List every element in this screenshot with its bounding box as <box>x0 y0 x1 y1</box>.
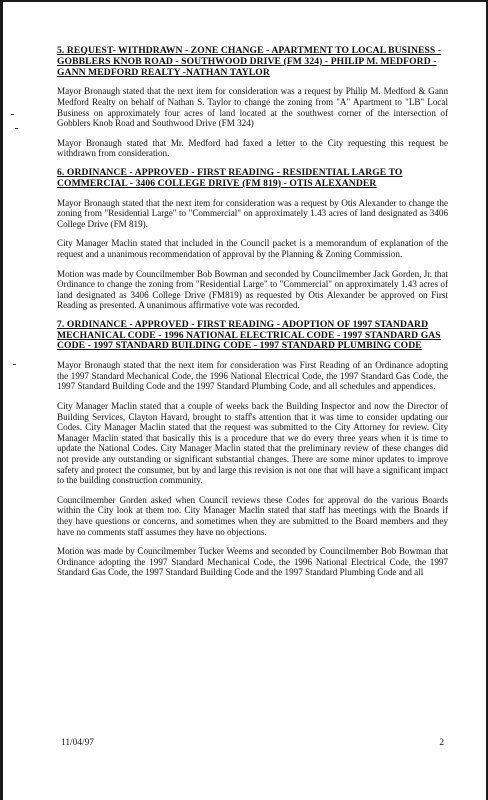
paragraph: Mayor Bronaugh stated that the next item for consideration was First Reading of an Ordinance adopting the 1997 Standard Mechanical Code, the 1996 National Electrical Code, the 1997 Standard Gas Code, the 1997 Standard Building Code and the 1997 Standard Plumbing Code, and all schedules and appendices. <box>57 360 448 392</box>
paragraph: Mayor Bronaugh stated that Mr. Medford had faxed a letter to the City requesting this request be withdrawn from consideration. <box>57 137 448 159</box>
page-footer <box>61 738 444 748</box>
footer-date: 11/04/97 <box>61 738 94 748</box>
paragraph: Mayor Bronaugh stated that the next item for consideration was a request by Philip M. Medford & Gann Medford Realty on behalf of Nathan S. Taylor to change the zoning from "A" Apartment to "LB" Local Business on approximately four acres of land located at the southwest corner of the intersection of Gobblers Knob Road and Southwood Drive (FM 324) <box>57 86 448 129</box>
scan-speck <box>15 128 18 129</box>
paragraph: City Manager Maclin stated that a couple of weeks back the Building Inspector and now the Director of Building Services, Clayton Havard, brought to staff's attention that it was time to consider updating our Codes. City Manager Maclin stated that the request was submitted to the City Attorney for review. City Manager Maclin stated that basically this is a procedure that we do every three years when it is time to update the National Codes. City Manager Maclin stated that the preliminary review of these changes did not provide any outstanding or significant substantial changes. There are some minor updates to improve safety and protect the consumer, but by and large this revision is not one that will have a significant impact to the building construction community. <box>57 401 448 486</box>
paragraph: Motion was made by Councilmember Tucker Weems and seconded by Councilmember Bob Bowman that Ordinance adopting the 1997 Standard Mechanical Code, the 1996 National Electrical Code, the 1997 Standard Gas Code, the 1997 Standard Building Code and the 1997 Standard Plumbing Code and all <box>57 546 448 578</box>
paragraph: Councilmember Gorden asked when Council reviews these Codes for approval do the various Boards within the City look at them too. City Manager Maclin stated that staff has meetings with the Boards if they have questions or concerns, and sometimes when they are submitted to the Board members and they have no comments staff assumes they have no objections. <box>57 494 448 537</box>
agenda-item-6 <box>57 168 448 311</box>
item-heading: 5. REQUEST- WITHDRAWN - ZONE CHANGE - APARTMENT TO LOCAL BUSINESS - GOBBLERS KNOB ROAD - SOUTHWOOD DRIVE (FM 324) - PHILIP M. MEDFORD - GANN MEDFORD REALTY -NATHAN TAYLOR <box>57 45 442 78</box>
paragraph: Mayor Bronaugh stated that the next item for consideration was a request by Otis Alexander to change the zoning from "Residential Large" to "Commercial" on approximately 1.43 acres of land designated as 3406 College Drive (FM 819). <box>57 197 448 229</box>
paragraph: Motion was made by Councilmember Bob Bowman and seconded by Councilmember Jack Gorden, Jr. that Ordinance to change the zoning from "Residential Large" to "Commercial" on approximately 1.43 acres of land designated as 3406 College Drive (FM819) as requested by Otis Alexander be approved on First Reading as presented. A unanimous affirmative vote was recorded. <box>57 268 448 311</box>
scan-speck <box>13 364 16 365</box>
page-number: 2 <box>439 738 444 748</box>
item-heading: 6. ORDINANCE - APPROVED - FIRST READING - RESIDENTIAL LARGE TO COMMERCIAL - 3406 COLLEGE DRIVE (FM 819) - OTIS ALEXANDER <box>57 166 403 189</box>
agenda-item-7 <box>57 320 448 578</box>
agenda-item-5 <box>57 46 448 159</box>
item-heading: 7. ORDINANCE - APPROVED - FIRST READING - ADOPTION OF 1997 STANDARD MECHANICAL CODE - 1996 NATIONAL ELECTRICAL CODE - 1997 STANDARD GAS CODE - 1997 STANDARD BUILDING CODE - 1997 STANDARD PLUMBING CODE <box>57 318 441 352</box>
paragraph: City Manager Maclin stated that included in the Council packet is a memorandum of explanation of the request and a unanimous recommendation of approval by the Planning & Zoning Commission. <box>57 238 448 259</box>
scan-speck <box>11 114 14 115</box>
